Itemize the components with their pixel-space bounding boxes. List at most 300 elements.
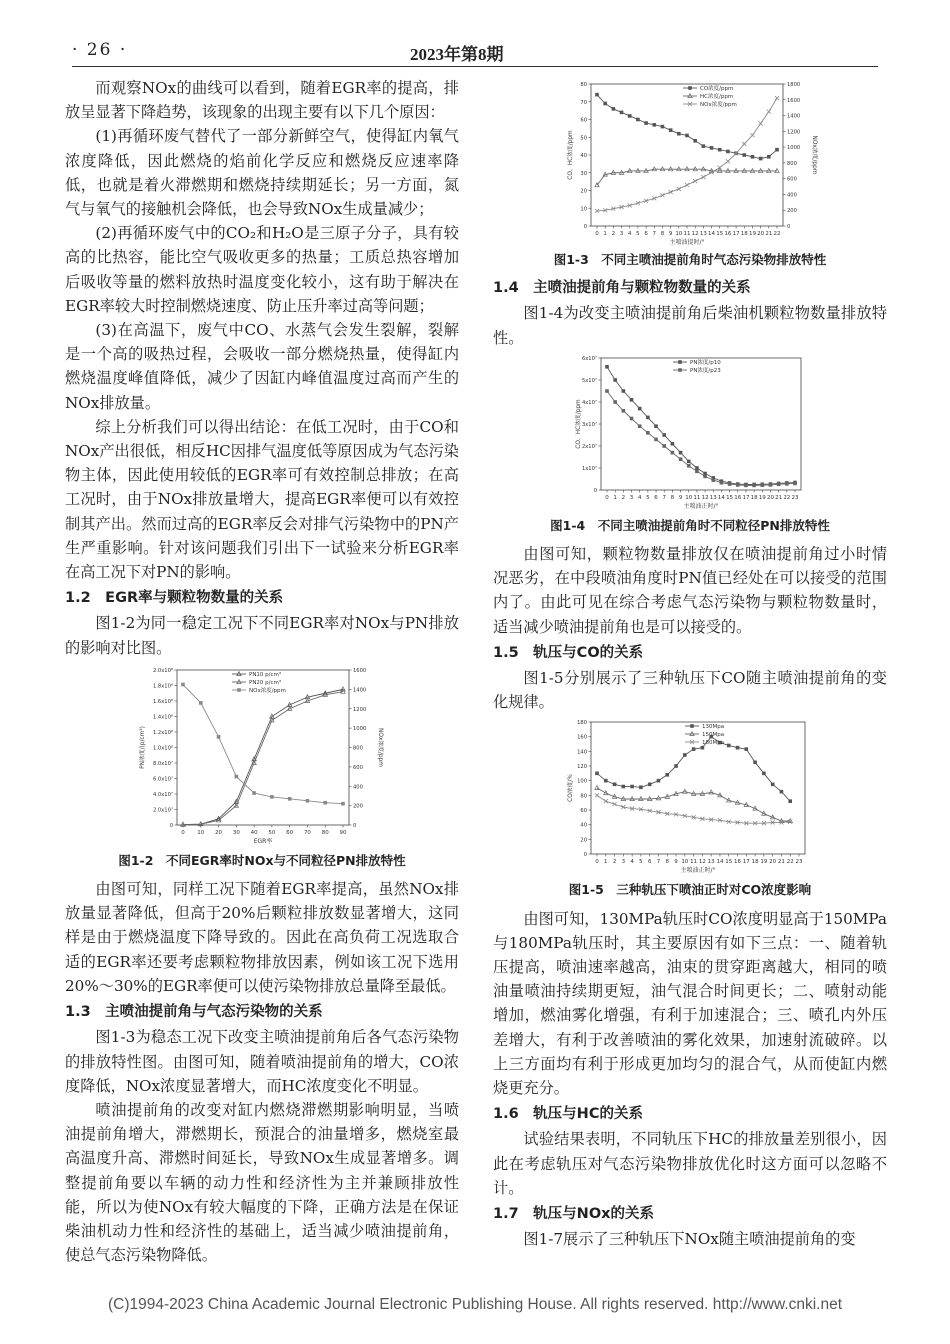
data-point [686,459,690,463]
y-tick-label: 8.0x10⁷ [152,760,173,767]
data-point [688,86,692,90]
x-tick-label: 70 [303,829,311,836]
data-point [693,139,697,143]
y-tick-label: 1.6x10⁸ [152,698,173,705]
figure-1-3-chart [565,76,815,244]
legend-label: 130Mpa [702,724,725,731]
data-point [199,701,203,705]
data-point [669,128,673,132]
data-point [685,183,689,187]
data-point [677,132,681,136]
x-tick-label: 12 [701,494,709,501]
y2-tick-label: 0 [353,822,357,829]
x-tick-label: 10 [197,829,205,836]
data-point [767,155,771,159]
data-point [695,469,699,473]
x-tick-label: 11 [683,231,691,237]
data-point [678,360,682,364]
x-tick-label: 4 [637,494,641,501]
data-point [775,96,779,100]
x-tick-label: 1 [603,231,607,237]
paragraph: 图1-3为稳态工况下改变主喷油提前角后各气态污染物的排放特性图。由图可知，随着喷油提前角的增大，CO浓度降低，NOx浓度显著增大，而HC浓度变化不明显。 [65,1028,459,1095]
data-point [646,415,650,419]
y2-tick-label: 1400 [353,687,367,694]
section-heading-1-5: 1.5 轨压与CO的关系 [493,644,644,661]
left-column [65,76,459,1267]
y2-tick-label: 1000 [353,726,367,732]
paragraph: 试验结果表明，不同轨压下HC的排放量差别很小，因此在考虑轨压对气态污染物排放优化时这方面可以忽略不计。 [493,1130,887,1197]
data-point [595,794,599,798]
x-tick-label: 50 [268,829,276,836]
paragraph: 由图可知，130MPa轨压时CO浓度明显高于150MPa与180MPa轨压时，其主要原因有如下三点：一、随着轨压提高，喷油速率越高，油束的贯穿距离越大，相同的喷油量喷油持续期更短，油气混合时间更长；二、喷射动能增加，燃油雾化增强，有利于加速混合；三、喷孔内外压差增大，有利于改善喷油的雾化效果，加速射流破碎。以上三方面均有利于形成更加均匀的混合气，从而使缸内燃烧更充分。 [493,909,887,1098]
y-tick-label: 4.0x10⁷ [152,791,173,798]
x-tick-label: 14 [708,231,716,237]
data-point [648,783,652,787]
x-tick-label: 4 [630,859,634,866]
data-point [718,148,722,152]
series-line [183,684,343,803]
section-heading-1-3: 1.3 主喷油提前角与气态污染物的关系 [65,1004,323,1021]
data-point [646,431,650,435]
x-tick-label: 7 [661,494,666,501]
x-tick-label: 16 [724,231,732,237]
data-point [613,400,617,404]
data-point [670,442,674,446]
x-tick-label: 10 [675,231,683,237]
y2-tick-label: 1400 [787,113,801,120]
data-point [780,790,784,794]
x-tick-label: 22 [773,231,781,237]
y-tick-label: 5x10⁷ [581,377,597,384]
y-tick-label: 160 [577,735,587,742]
data-point [690,725,694,729]
x-tick-label: 10 [684,494,692,501]
data-point [628,114,632,118]
y-axis-label: PN浓度/(p/cm³) [140,726,146,769]
y2-tick-label: 200 [787,208,797,215]
y-tick-label: 0 [583,224,587,230]
x-tick-label: 12 [698,859,706,866]
data-point [785,482,789,486]
data-point [695,466,699,470]
x-tick-label: 8 [660,231,665,237]
x-tick-label: 16 [734,859,742,866]
x-tick-label: 22 [782,494,790,501]
y2-axis-label: NOx浓度/ppm [377,727,383,767]
data-point [692,748,696,752]
y2-tick-label: 400 [787,192,797,199]
y2-tick-label: 600 [787,176,797,183]
y2-tick-label: 0 [787,224,791,230]
x-tick-label: 3 [621,859,626,866]
data-point [677,187,681,191]
y-tick-label: 4x10⁷ [581,399,597,406]
data-point [686,464,690,468]
data-point [662,444,666,448]
y-tick-label: 0 [583,852,587,859]
data-point [759,157,763,161]
x-tick-label: 21 [765,231,773,237]
paragraph: 综上分析我们可以得出结论：在低工况时，由于CO和NOx产出很低，相反HC因排气温度低等原因成为气态污染物主体，因此使用较低的EGR率可有效控制总排放；在高工况时，由于NOx排放量增大，提高EGR率便可以有效控制其产出。然而过高的EGR率反会对排气污染物中的PN产生严重影响。针对该问题我们引出下一试验来分析EGR率在高工况下对PN的影响。 [65,417,459,582]
paragraph: 由图可知，颗粒物数量排放仅在喷油提前角过小时情况恶劣，在中段喷油角度时PN值已经处在可以接受的范围内了。由此可见在综合考虑气态污染物与颗粒物数量时，适当减少喷油提前角也是可以接受的。 [493,545,887,636]
legend-label: HC浓度/ppm [700,94,734,100]
data-point [669,190,673,194]
x-tick-label: 15 [725,859,733,866]
paragraph: 图1-7展示了三种轨压下NOx随主喷油提前角的变 [523,1230,856,1249]
x-tick-label: 40 [250,829,258,836]
data-point [637,407,641,411]
y-tick-label: 40 [580,823,587,830]
y2-tick-label: 600 [353,764,363,771]
y-tick-label: 70 [580,99,587,106]
data-point [702,144,706,148]
x-tick-label: 23 [795,859,803,866]
y-tick-label: 180 [577,720,587,727]
y2-tick-label: 1600 [353,667,367,674]
data-point [629,417,633,421]
x-tick-label: 20 [769,859,777,866]
y-tick-label: 1.2x10⁸ [152,729,173,736]
y-tick-label: 2.0x10⁸ [152,667,173,674]
y-tick-label: 6x10⁷ [581,355,597,362]
data-point [727,482,731,486]
header-rule [72,66,878,67]
paragraph: (3)在高温下，废气中CO、水蒸气会发生裂解，裂解是一个高的吸热过程，会吸收一部分燃烧热量，使得缸内燃烧温度峰值降低，减少了因缸内峰值温度过高而产生的NOx排放量。 [65,321,459,412]
data-point [771,783,775,787]
x-tick-label: 14 [716,859,724,866]
legend-label: PN浓度/p10 [689,359,721,366]
legend-label: PN10 p/cm³ [249,671,282,678]
y-tick-label: 80 [580,793,587,800]
x-tick-label: 8 [665,859,670,866]
data-point [752,483,756,487]
x-tick-label: 16 [733,494,741,501]
x-tick-label: 22 [786,859,794,866]
data-point [323,801,327,805]
paragraph: (1)再循环废气替代了一部分新鲜空气，使得缸内氧气浓度降低，因此燃烧的焰前化学反应和燃烧反应速率降低，也就是着火滞燃期和燃烧持续期延长；另一方面，氮气与氧气的接触机会降低，也会导致NOx生成量减少； [65,127,459,219]
y-tick-label: 1.8x10⁸ [152,683,173,690]
copyright-footer: (C)1994-2023 China Academic Journal Electronic Publishing House. All rights reserved. http://www.cnki.net [107,1296,843,1313]
x-tick-label: 2 [621,494,625,501]
page-number: · 26 · [72,40,128,60]
x-tick-label: 6 [647,859,652,866]
paragraph: 图1-2为同一稳定工况下不同EGR率对NOx与PN排放的影响对比图。 [65,614,459,657]
x-tick-label: 10 [681,859,689,866]
y-tick-label: 80 [580,82,587,88]
y-tick-label: 30 [580,170,587,177]
y2-tick-label: 1600 [787,97,801,104]
x-tick-label: 18 [750,494,758,501]
x-tick-label: 11 [690,859,698,866]
y-tick-label: 140 [577,749,587,756]
data-point [252,791,256,795]
data-point [703,474,707,478]
figure-1-4-caption: 图1-4 不同主喷油提前角时不同粒径PN排放特性 [550,517,830,533]
data-point [661,125,665,129]
legend-label: CO浓度/ppm [700,86,734,92]
data-point [711,478,715,482]
data-point [621,409,625,413]
section-heading-1-2: 1.2 EGR率与颗粒物数量的关系 [65,590,284,607]
data-point [612,107,616,111]
data-point [793,481,797,485]
data-point [639,786,643,790]
section-heading-1-4: 1.4 主喷油提前角与颗粒物数量的关系 [493,280,751,297]
x-tick-label: 13 [707,859,715,866]
y-tick-label: 2x10⁷ [581,443,597,450]
x-tick-label: 19 [758,494,766,501]
x-tick-label: 15 [725,494,733,501]
series-line [607,367,795,485]
y-axis-label: CO、HC浓度/ppm [568,130,574,180]
legend-label: NOx浓度/ppm [249,687,286,694]
x-tick-label: 80 [321,829,329,836]
legend-label: PN20 p/cm³ [249,679,282,686]
data-point [657,779,661,783]
y2-tick-label: 1800 [787,82,801,88]
data-point [654,424,658,428]
y-tick-label: 40 [580,153,587,159]
x-tick-label: 19 [760,859,768,866]
x-tick-label: 1 [612,494,617,501]
x-axis-label: 主喷油正时/° [682,502,719,510]
data-point [217,735,221,739]
data-point [685,134,689,138]
paragraph: (2)再循环废气中的CO₂和H₂O是三原子分子，具有较高的比热容，能比空气吸收更多的热量；工质总热容增加后吸收等量的燃料放热时温度变化较小，这有助于解决在EGR率较大时控制燃烧速度、防止压升率过高等问题； [65,224,459,315]
section-heading-1-7: 1.7 轨压与NOx的关系 [493,1206,655,1223]
data-point [683,754,687,758]
x-tick-label: 4 [627,231,632,237]
y-tick-label: 50 [580,135,587,142]
data-point [637,424,641,428]
x-tick-label: 17 [741,494,749,501]
series-line [597,169,777,185]
data-point [710,146,714,150]
paragraph: 由图可知，同样工况下随着EGR率提高，虽然NOx排放量显著降低，但高于20%后颗粒排放数显著增大，这同样是由于燃烧温度下降导致的。因此在高负荷工况选取合适的EGR率还要考虑颗粒物排放因素，例如该工况下选用20%～30%的EGR率便可以使污染物排放总量降至最低。 [65,880,459,995]
data-point [595,786,599,790]
x-axis-label: 主喷油正时/° [680,867,716,875]
figure-1-4-chart [573,350,808,510]
data-point [760,483,764,487]
x-tick-label: 30 [232,829,240,836]
data-point [670,451,674,455]
x-tick-label: 0 [595,859,599,866]
data-point [788,800,792,804]
x-tick-label: 18 [751,859,759,866]
data-point [662,433,666,437]
data-point [727,744,731,748]
figure-1-5-caption: 图1-5 三种轨压下喷油正时对CO浓度影响 [568,882,812,898]
data-point [678,457,682,461]
x-tick-label: 6 [644,231,648,237]
y-tick-label: 2.0x10⁷ [152,807,173,814]
data-point [306,799,310,803]
x-tick-label: 5 [645,494,650,501]
data-point [775,148,779,152]
x-tick-label: 13 [699,231,707,237]
paragraph: 图1-4为改变主喷油提前角后柴油机颗粒物数量排放特性。 [493,304,887,347]
figure-1-3-caption: 图1-3 不同主喷油提前角时气态污染物排放特性 [553,252,827,267]
data-point [735,483,739,487]
x-tick-label: 8 [670,494,674,501]
x-tick-label: 23 [791,494,798,501]
data-point [622,785,626,789]
legend-label: 150Mpa [702,732,725,739]
data-point [742,142,746,146]
legend-label: NOx浓度/ppm [700,102,737,108]
data-point [768,483,772,487]
x-tick-label: 7 [652,231,657,237]
data-point [654,437,658,441]
right-column [493,76,887,1251]
x-tick-label: 21 [777,859,785,866]
data-point [621,389,625,393]
x-tick-label: 12 [691,231,699,237]
x-tick-label: 2 [611,231,616,237]
data-point [181,683,185,687]
data-point [604,779,608,783]
data-point [235,775,239,779]
x-tick-label: 17 [742,859,750,866]
paragraph: 而观察NOx的曲线可以看到，随着EGR率的提高，排放呈显著下降趋势，该现象的出现主要有以下几个原因： [65,79,459,122]
series-line [183,692,343,825]
y2-axis-label: NOx浓度/ppm [811,135,817,175]
data-point [701,746,705,750]
y-tick-label: 1.0x10⁸ [152,745,173,752]
data-point [742,153,746,157]
x-tick-label: 0 [181,829,185,836]
y-tick-label: 0 [593,487,597,494]
data-point [776,482,780,486]
y-axis-label: CO浓度/% [568,774,574,803]
x-tick-label: 90 [339,829,347,836]
data-point [701,175,705,179]
x-tick-label: 3 [619,231,624,237]
data-point [644,121,648,125]
data-point [636,118,640,122]
figure-1-2-caption: 图1-2 不同EGR率时NOx与不同粒径PN排放特性 [118,852,406,868]
x-tick-label: 7 [656,859,661,866]
x-tick-label: 20 [215,829,223,836]
data-point [693,179,697,183]
data-point [726,159,730,163]
x-tick-label: 5 [636,231,640,237]
x-tick-label: 1 [604,859,608,866]
y-tick-label: 1x10⁷ [581,465,597,472]
x-tick-label: 9 [674,859,678,866]
data-point [288,797,292,801]
data-point [674,765,678,769]
x-tick-label: 20 [757,231,765,237]
data-point [629,398,633,402]
data-point [744,483,748,487]
journal-issue: 2023年第8期 [410,45,504,64]
x-tick-label: 17 [732,231,740,237]
y-tick-label: 10 [580,206,587,213]
x-tick-label: 9 [668,231,673,237]
y2-tick-label: 1000 [787,145,801,152]
y-tick-label: 100 [577,779,587,786]
data-point [341,802,345,806]
data-point [595,93,599,97]
data-point [603,102,607,106]
data-point [753,761,757,765]
series-line [597,788,790,821]
series-line [597,796,790,824]
y2-tick-label: 800 [787,160,797,167]
y-tick-label: 20 [580,837,587,844]
y-tick-label: 60 [580,117,587,124]
data-point [613,783,617,787]
y2-tick-label: 800 [353,745,363,752]
data-point [605,389,609,393]
data-point [595,772,599,776]
x-tick-label: 13 [709,494,717,501]
x-axis-label: 主喷油提时/° [669,239,705,246]
figure-1-2-chart [137,660,387,845]
x-axis-label: EGR率 [253,837,273,845]
x-tick-label: 0 [595,231,599,237]
x-tick-label: 3 [629,494,633,501]
paragraph: 喷油提前角的改变对缸内燃烧滞燃期影响明显，当喷油提前角增大，滞燃期长，预混合的油量增多，燃烧室最高温度升高、滞燃时间延长，导致NOx生成显著增多。调整提前角要以车辆的动力性和经济性为主并兼顾排放性能，所以为使NOx有较大幅度的下降，正确方法是在保证柴油机动力性和经济性的基础上，适当减少喷油提前角，使总气态污染物降低。 [65,1100,459,1265]
x-tick-label: 15 [716,231,724,237]
section-heading-1-6: 1.6 轨压与HC的关系 [493,1106,643,1123]
y2-tick-label: 1200 [787,129,801,136]
x-tick-label: 5 [639,859,643,866]
y2-tick-label: 1200 [353,706,367,713]
data-point [750,133,754,137]
legend-label: 180Mpa [702,740,725,747]
series-line [597,98,777,211]
legend-label: PN浓度/p23 [689,367,721,374]
x-tick-label: 21 [774,494,782,501]
data-point [719,481,723,485]
data-point [726,150,730,154]
data-point [767,110,771,114]
x-tick-label: 14 [717,494,725,501]
y-axis-label: CO、HC浓度/ppm [575,399,582,449]
plot-frame [601,358,801,490]
paragraph: 图1-5分别展示了三种轨压下CO随主喷油提前角的变化规律。 [493,669,887,712]
figure-1-5-chart [565,714,815,874]
x-tick-label: 20 [766,494,774,501]
data-point [613,378,617,382]
data-point [745,748,749,752]
data-point [660,193,664,197]
series-line [183,689,343,824]
data-point [620,111,624,115]
y-tick-label: 60 [580,808,587,815]
x-tick-label: 18 [740,231,748,237]
data-point [678,451,682,455]
data-point [652,123,656,127]
y-tick-label: 20 [580,188,587,195]
y-tick-label: 120 [577,764,587,771]
data-point [736,746,740,750]
y-tick-label: 3x10⁷ [581,421,597,428]
x-tick-label: 60 [286,829,294,836]
data-point [630,785,634,789]
data-point [751,155,755,159]
x-tick-label: 0 [604,494,609,501]
data-point [605,365,609,369]
y-tick-label: 1.4x10⁸ [152,714,173,721]
x-tick-label: 11 [692,494,700,501]
x-tick-label: 19 [748,231,756,237]
data-point [759,121,763,125]
data-point [270,795,274,799]
data-point [678,368,682,372]
